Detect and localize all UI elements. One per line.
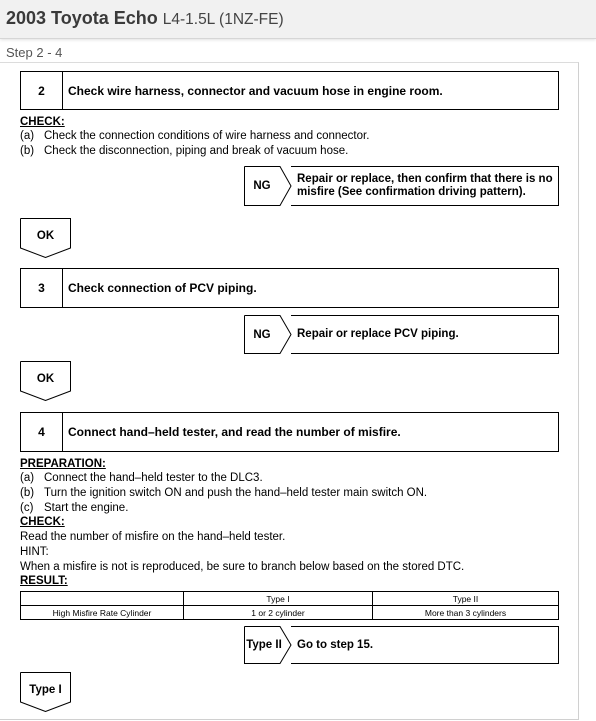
ng-label: NG <box>253 328 271 341</box>
ok-label: OK <box>36 373 55 385</box>
step-4-hint-text: When a misfire is not is reproduced, be sure to branch below based on the stored DTC. <box>20 561 465 573</box>
step-3-ng-action <box>291 315 559 354</box>
step-4-result-heading: RESULT: <box>20 575 68 587</box>
step-2-ok-tag <box>20 218 71 258</box>
step-4-check-text: Read the number of misfire on the hand–held tester. <box>20 531 286 543</box>
ng-label: NG <box>253 180 271 192</box>
step-4-type2-tag <box>244 626 292 664</box>
item-text: Connect the hand–held tester to the DLC3. <box>44 472 263 484</box>
item-text: Check the connection conditions of wire harness and connector. <box>44 130 370 142</box>
result-table <box>20 591 559 620</box>
type1-label: Type I <box>29 684 62 696</box>
step-4-type1-tag <box>20 672 71 712</box>
ng-action-text: Repair or replace PCV piping. <box>297 328 459 340</box>
item-marker: (b) <box>20 487 35 499</box>
step-4-preparation-heading: PREPARATION: <box>20 458 106 470</box>
table-cell: 1 or 2 cylinder <box>184 606 373 620</box>
step-3-ok-tag <box>20 361 71 401</box>
item-text: Start the engine. <box>44 502 129 514</box>
step-4-box <box>20 412 559 452</box>
item-marker: (a) <box>20 130 35 142</box>
step-4-hint-heading: HINT: <box>20 546 49 558</box>
step-4-preparation-item <box>20 501 128 515</box>
step-4-preparation-item <box>20 471 263 485</box>
step-2-check-item <box>20 129 369 143</box>
step-4-number: 4 <box>21 413 63 451</box>
step-3-title: Check connection of PCV piping. <box>68 281 257 295</box>
step-2-title: Check wire harness, connector and vacuum hose in engine room. <box>68 83 443 98</box>
table-row <box>21 606 559 620</box>
branch-action-text: Go to step 15. <box>297 638 374 651</box>
table-header-cell <box>21 592 184 606</box>
item-marker: (a) <box>20 472 35 484</box>
item-text: Check the disconnection, piping and break of vacuum hose. <box>44 145 349 157</box>
step-3-ng-tag <box>244 315 292 354</box>
table-header-cell: Type II <box>373 592 559 606</box>
ok-label: OK <box>36 230 55 242</box>
item-marker: (b) <box>20 145 35 157</box>
table-header-cell: Type I <box>184 592 373 606</box>
step-3-box <box>20 268 559 308</box>
branch-label: Type II <box>246 639 282 651</box>
step-4-type2-action <box>291 626 559 664</box>
table-header-row <box>21 592 559 606</box>
step-indicator: Step 2 - 4 <box>6 45 63 60</box>
step-2-ng-tag <box>244 166 292 206</box>
step-2-number: 2 <box>21 72 63 109</box>
ng-action-line: misfire (See confirmation driving pattern). <box>297 186 526 198</box>
vehicle-engine: L4-1.5L (1NZ-FE) <box>162 11 284 28</box>
table-cell: High Misfire Rate Cylinder <box>21 606 184 620</box>
step-2-check-heading: CHECK: <box>20 116 65 128</box>
step-2-box <box>20 71 559 110</box>
step-4-check-heading: CHECK: <box>20 516 65 528</box>
item-marker: (c) <box>20 502 34 514</box>
step-3-number: 3 <box>21 269 63 307</box>
step-2-ng-action <box>291 166 559 206</box>
item-text: Turn the ignition switch ON and push the hand–held tester main switch ON. <box>44 487 428 499</box>
step-4-title: Connect hand–held tester, and read the number of misfire. <box>68 425 401 439</box>
step-2-check-item <box>20 144 348 158</box>
ng-action-line: Repair or replace, then confirm that there is no <box>297 173 553 185</box>
vehicle-model: 2003 Toyota Echo <box>6 8 158 28</box>
step-4-preparation-item <box>20 486 427 500</box>
table-cell: More than 3 cylinders <box>373 606 559 620</box>
